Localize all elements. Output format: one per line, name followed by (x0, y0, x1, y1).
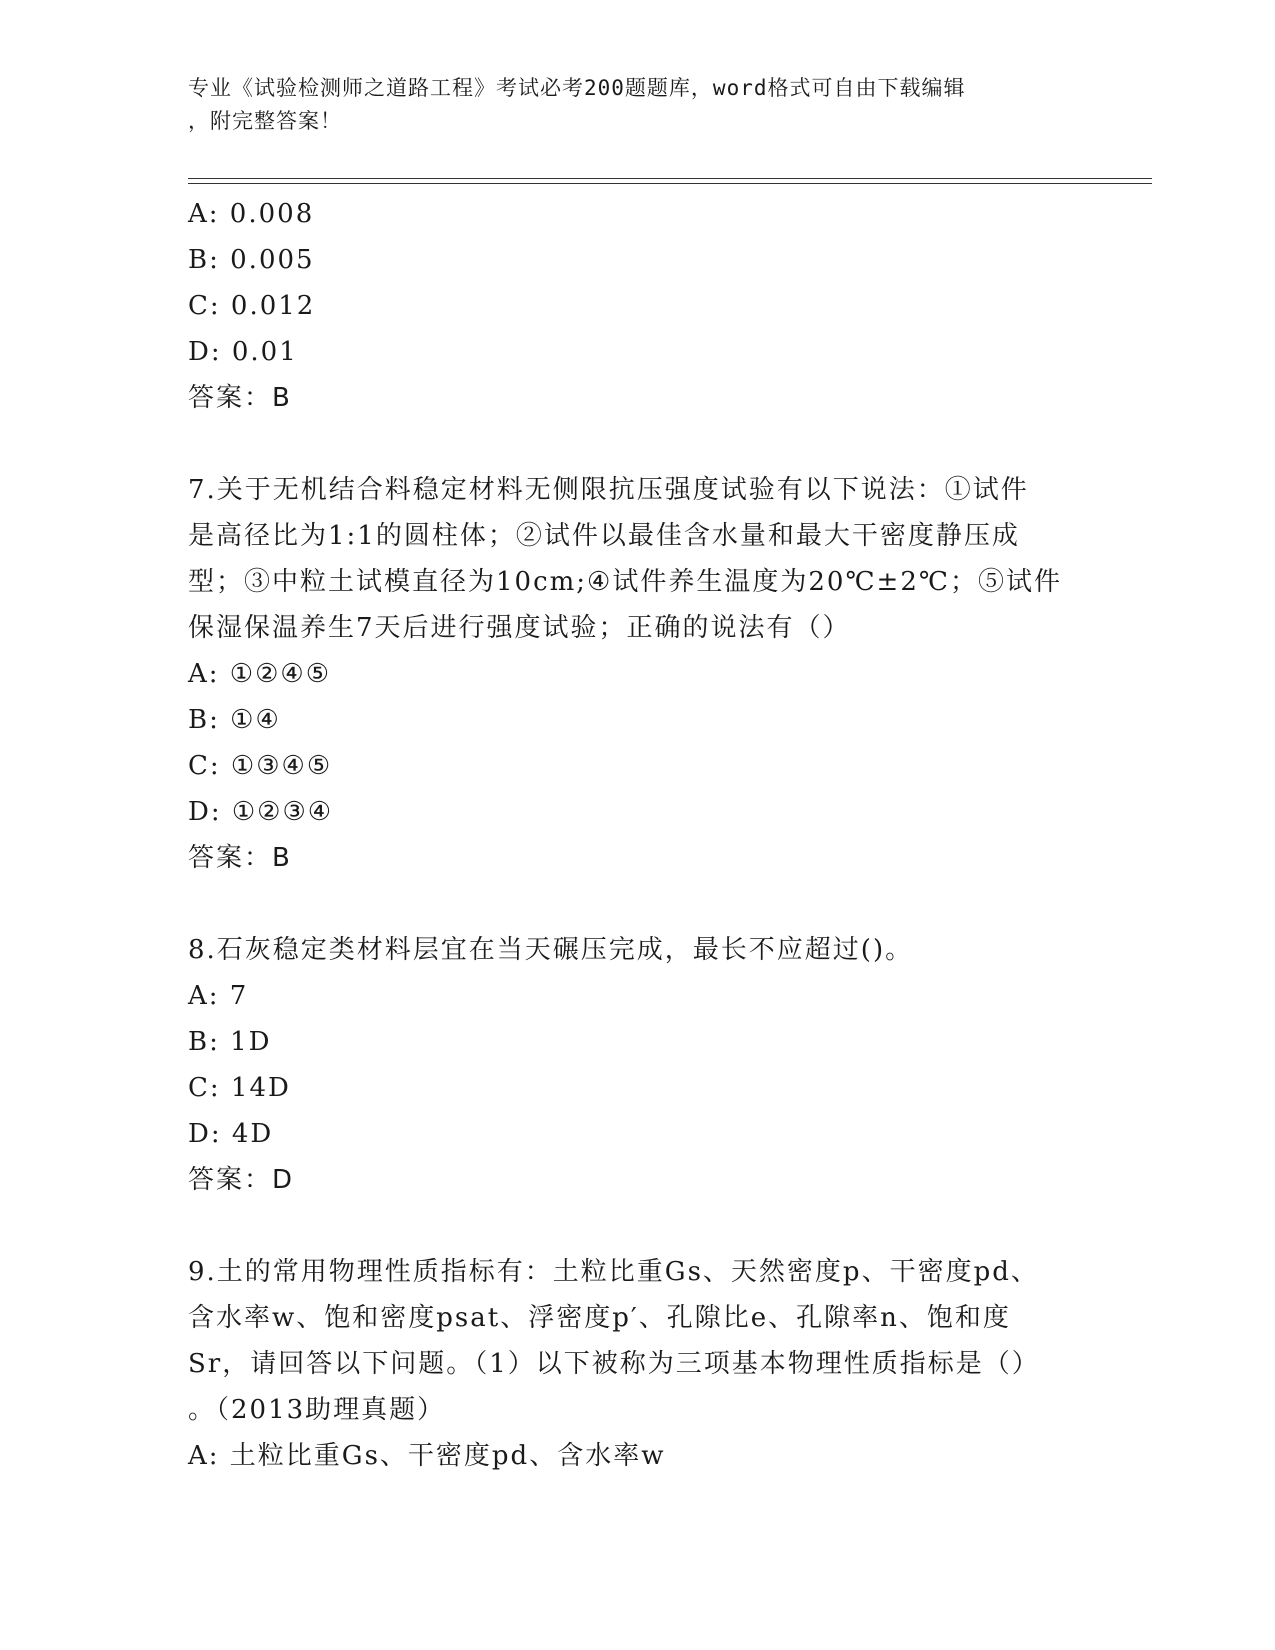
question-8 (188, 927, 1088, 1203)
option-d: D: 4D (188, 1119, 274, 1149)
question-9 (188, 1249, 1088, 1479)
question-7 (188, 467, 1088, 881)
answer: 答案：B (188, 383, 292, 413)
stem-line: 8.石灰稳定类材料层宜在当天碾压完成，最长不应超过()。 (188, 935, 914, 965)
question-stem (188, 927, 1088, 973)
question-6 (188, 191, 1088, 421)
stem-line: 保湿保温养生7天后进行强度试验；正确的说法有（） (188, 613, 851, 643)
option-c: C: 0.012 (188, 291, 316, 321)
option-b: B: ①④ (188, 705, 281, 735)
option-a: A: ①②④⑤ (188, 659, 332, 689)
header-line-1: 专业《试验检测师之道路工程》考试必考200题题库，word格式可自由下载编辑 (188, 76, 966, 100)
stem-line: 型；③中粒土试模直径为10cm;④试件养生温度为20℃±2℃；⑤试件 (188, 567, 1062, 597)
answer: 答案：B (188, 843, 292, 873)
question-stem (188, 467, 1088, 651)
header-line-2: ，附完整答案！ (188, 109, 342, 133)
option-d: D: ①②③④ (188, 797, 334, 827)
option-b: B: 1D (188, 1027, 272, 1057)
option-c: C: ①③④⑤ (188, 751, 333, 781)
option-d: D: 0.01 (188, 337, 298, 367)
stem-line: Sr，请回答以下问题。（1）以下被称为三项基本物理性质指标是（） (188, 1349, 1040, 1379)
option-b: B: 0.005 (188, 245, 315, 275)
stem-line: 是高径比为1:1的圆柱体；②试件以最佳含水量和最大干密度静压成 (188, 521, 1020, 551)
stem-line: 7.关于无机结合料稳定材料无侧限抗压强度试验有以下说法：①试件 (188, 475, 1029, 505)
header-divider-bottom (188, 183, 1152, 184)
document-header (188, 72, 1068, 138)
stem-line: 9.土的常用物理性质指标有：土粒比重Gs、天然密度p、干密度pd、 (188, 1257, 1039, 1287)
answer: 答案：D (188, 1165, 295, 1195)
question-list (188, 191, 1088, 1479)
option-a: A: 0.008 (188, 199, 315, 229)
header-divider-top (188, 178, 1152, 179)
question-stem (188, 1249, 1088, 1433)
option-a: A: 7 (188, 981, 249, 1011)
stem-line: 含水率w、饱和密度psat、浮密度p′、孔隙比e、孔隙率n、饱和度 (188, 1303, 1011, 1333)
stem-line: 。（2013助理真题） (188, 1395, 446, 1425)
option-c: C: 14D (188, 1073, 291, 1103)
option-a: A: 土粒比重Gs、干密度pd、含水率w (188, 1441, 666, 1471)
